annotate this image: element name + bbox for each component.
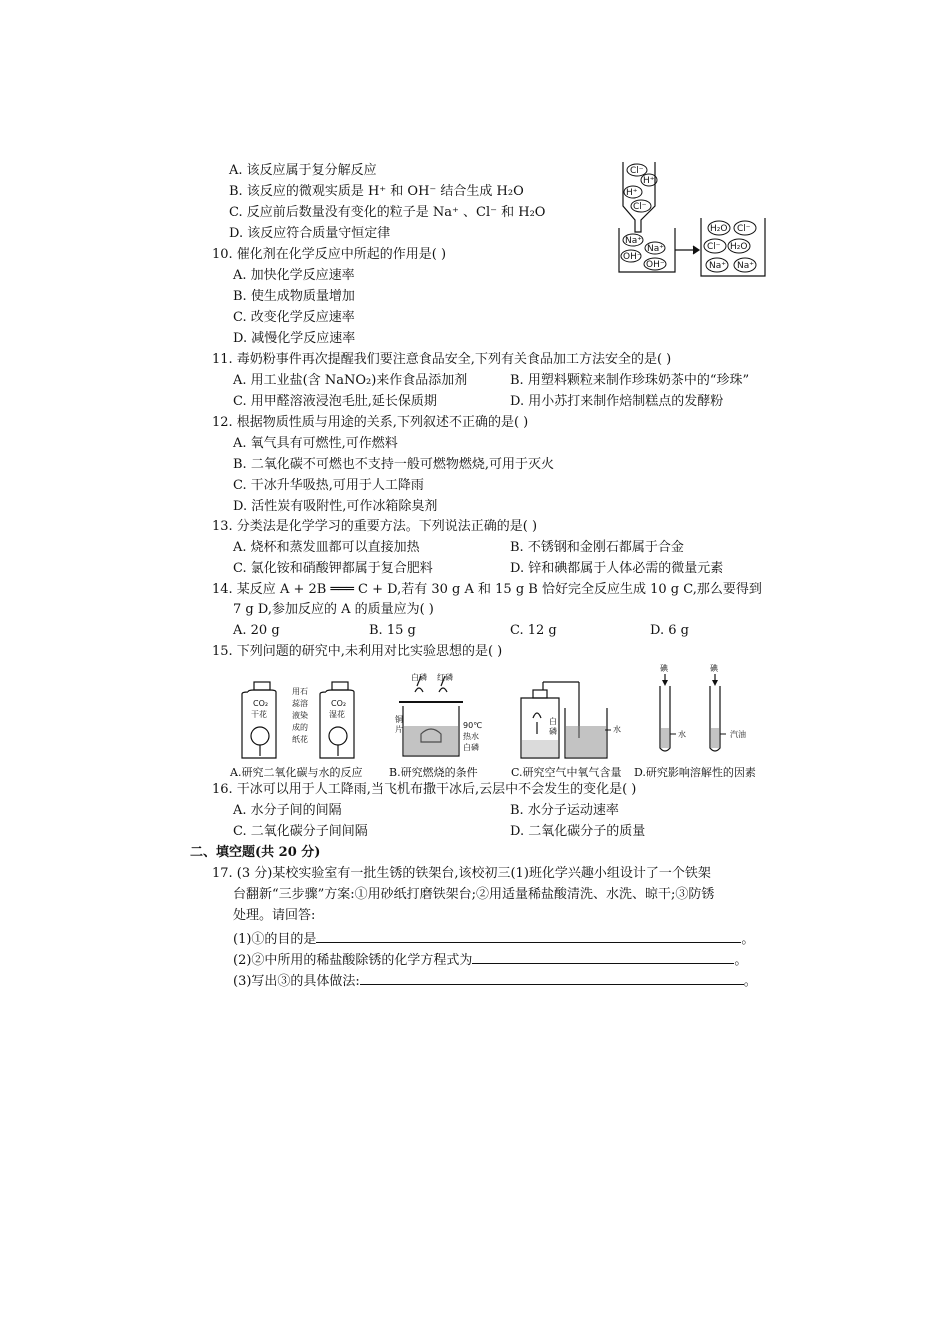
q12-option-b: B. 二氧化碳不可燃也不支持一般可燃物燃烧,可用于灭火: [233, 457, 554, 472]
q9-top-particle-1: Cl⁻: [630, 166, 644, 176]
q12-option-d: D. 活性炭有吸附性,可作冰箱除臭剂: [233, 499, 438, 514]
q13-option-b: B. 不锈钢和金刚石都属于合金: [510, 540, 684, 555]
q16-option-c: C. 二氧化碳分子间间隔: [233, 824, 368, 839]
q9-option-b: B. 该反应的微观实质是 H⁺ 和 OH⁻ 结合生成 H₂O: [229, 184, 524, 199]
q9-option-d: D. 该反应符合质量守恒定律: [229, 226, 391, 241]
q11-option-d: D. 用小苏打来制作焙制糕点的发酵粉: [510, 394, 724, 409]
q13-stem: 13. 分类法是化学学习的重要方法。下列说法正确的是( ): [212, 519, 538, 534]
q15b-white-p: 白磷: [411, 673, 427, 682]
q13-option-d: D. 锌和碘都属于人体必需的微量元素: [510, 561, 724, 576]
q12-stem: 12. 根据物质性质与用途的关系,下列叙述不正确的是( ): [212, 415, 529, 430]
q15a-middle-2: 蕊溶: [292, 699, 308, 708]
q15d-iodine-1: 碘: [660, 664, 668, 673]
q17-part1-answer-blank[interactable]: [316, 929, 741, 943]
q9-left-particle-2: Na⁺: [647, 244, 664, 254]
q15c-water: 水: [613, 725, 621, 734]
q16-option-b: B. 水分子运动速率: [510, 803, 619, 818]
q14-stem-line1: 14. 某反应 A + 2B ═══ C + D,若有 30 g A 和 15 g B 恰好完全反应生成 10 g C,那么要得到: [212, 582, 762, 597]
q10-option-d: D. 减慢化学反应速率: [233, 331, 356, 346]
q10-stem: 10. 催化剂在化学反应中所起的作用是( ): [212, 247, 447, 262]
q11-option-a: A. 用工业盐(含 NaNO₂)来作食品添加剂: [233, 373, 468, 388]
q10-option-a: A. 加快化学反应速率: [233, 268, 355, 283]
q15a-middle-1: 用石: [292, 687, 308, 696]
q17-part1: [233, 929, 754, 949]
q10-option-b: B. 使生成物质量增加: [233, 289, 355, 304]
q15-figure-c: [515, 678, 630, 762]
q9-option-a: A. 该反应属于复分解反应: [229, 163, 377, 178]
q12-option-a: A. 氧气具有可燃性,可作燃料: [233, 436, 398, 451]
q15a-dry-flower: 干花: [251, 710, 267, 719]
q15a-middle-3: 液染: [292, 711, 308, 720]
q15b-white-p2: 白磷: [463, 743, 479, 752]
q9-left-particle-4: OH⁻: [646, 260, 665, 270]
q17-line2: 台翻新“三步骤”方案:①用砂纸打磨铁架台;②用适量稀盐酸清洗、水洗、晾干;③防锈: [233, 887, 715, 902]
q15a-middle-4: 成的: [292, 723, 308, 732]
q15d-water: 水: [678, 730, 686, 739]
section-heading-fill-in: 二、填空题(共 20 分): [190, 845, 321, 860]
q15b-red-p: 红磷: [437, 673, 453, 682]
q9-top-particle-2: H⁺: [643, 176, 655, 186]
q9-right-particle-2: Cl⁻: [737, 224, 751, 234]
q9-left-particle-3: OH⁻: [623, 252, 642, 262]
q9-top-particle-4: Cl⁻: [633, 202, 647, 212]
q9-right-particle-4: H₂O: [730, 242, 748, 252]
q11-option-b: B. 用塑料颗粒来制作珍珠奶茶中的“珍珠”: [510, 373, 750, 388]
q15b-copper-1: 铜: [395, 715, 403, 724]
q17-part2-label: (2)②中所用的稀盐酸除锈的化学方程式为: [233, 953, 473, 968]
q15-figure-d: [648, 662, 778, 762]
q16-option-a: A. 水分子间的间隔: [233, 803, 342, 818]
q16-stem: 16. 干冰可以用于人工降雨,当飞机布撒干冰后,云层中不会发生的变化是( ): [212, 782, 637, 797]
q10-option-c: C. 改变化学反应速率: [233, 310, 355, 325]
q11-stem: 11. 毒奶粉事件再次提醒我们要注意食品安全,下列有关食品加工方法安全的是( ): [212, 352, 672, 367]
q16-option-d: D. 二氧化碳分子的质量: [510, 824, 646, 839]
q15-caption-d: D.研究影响溶解性的因素: [634, 766, 756, 779]
q11-option-c: C. 用甲醛溶液浸泡毛肚,延长保质期: [233, 394, 437, 409]
q15-caption-b: B.研究燃烧的条件: [389, 766, 478, 779]
q9-top-particle-3: H⁺: [626, 188, 638, 198]
q15c-white-p-1: 白: [549, 717, 557, 726]
q12-option-c: C. 干冰升华吸热,可用于人工降雨: [233, 478, 424, 493]
q14-option-d: D. 6 g: [650, 623, 689, 638]
q9-left-particle-1: Na⁺: [625, 236, 642, 246]
q15-caption-a: A.研究二氧化碳与水的反应: [230, 766, 363, 779]
q17-part2-end: 。: [734, 953, 748, 968]
q17-part3-answer-blank[interactable]: [360, 971, 744, 985]
q14-option-c: C. 12 g: [510, 623, 557, 638]
q9-right-particle-5: Na⁺: [709, 261, 726, 271]
q13-option-a: A. 烧杯和蒸发皿都可以直接加热: [233, 540, 420, 555]
q15a-co2-left: CO₂: [253, 699, 269, 708]
q9-right-particle-1: H₂O: [710, 224, 728, 234]
q15b-copper-2: 片: [395, 725, 403, 734]
q17-part2: [233, 950, 747, 970]
q9-right-particle-3: Cl⁻: [707, 242, 721, 252]
q15b-hot-water: 热水: [463, 732, 479, 741]
q15b-temp: 90℃: [463, 721, 483, 730]
q17-part3-end: 。: [743, 974, 757, 989]
q17-line1: 17. (3 分)某校实验室有一批生锈的铁架台,该校初三(1)班化学兴趣小组设计了一个铁架: [212, 866, 711, 881]
q17-part1-end: 。: [741, 932, 755, 947]
q15a-co2-right: CO₂: [331, 699, 347, 708]
q15d-iodine-2: 碘: [710, 664, 718, 673]
q15-stem: 15. 下列问题的研究中,未利用对比实验思想的是( ): [212, 644, 503, 659]
q17-part3: [233, 971, 757, 991]
q17-line3: 处理。请回答:: [233, 908, 316, 923]
q14-option-b: B. 15 g: [369, 623, 416, 638]
q14-stem-line2: 7 g D,参加反应的 A 的质量应为( ): [233, 602, 434, 617]
q9-reaction-figure: [615, 158, 775, 280]
q15-caption-c: C.研究空气中氧气含量: [511, 766, 622, 779]
q17-part1-label: (1)①的目的是: [233, 932, 317, 947]
q15a-wet-flower: 湿花: [329, 710, 345, 719]
q15-figure-a: [238, 680, 368, 762]
q17-part2-answer-blank[interactable]: [472, 950, 734, 964]
q15c-white-p-2: 磷: [549, 727, 557, 736]
q17-part3-label: (3)写出③的具体做法:: [233, 974, 360, 989]
q15a-middle-5: 纸花: [292, 735, 308, 744]
q9-option-c: C. 反应前后数量没有变化的粒子是 Na⁺ 、Cl⁻ 和 H₂O: [229, 205, 546, 220]
q15d-gasoline: 汽油: [730, 730, 746, 739]
q14-option-a: A. 20 g: [233, 623, 280, 638]
q9-right-particle-6: Na⁺: [737, 261, 754, 271]
q15-figure-b: [393, 672, 493, 762]
q13-option-c: C. 氯化铵和硝酸钾都属于复合肥料: [233, 561, 433, 576]
